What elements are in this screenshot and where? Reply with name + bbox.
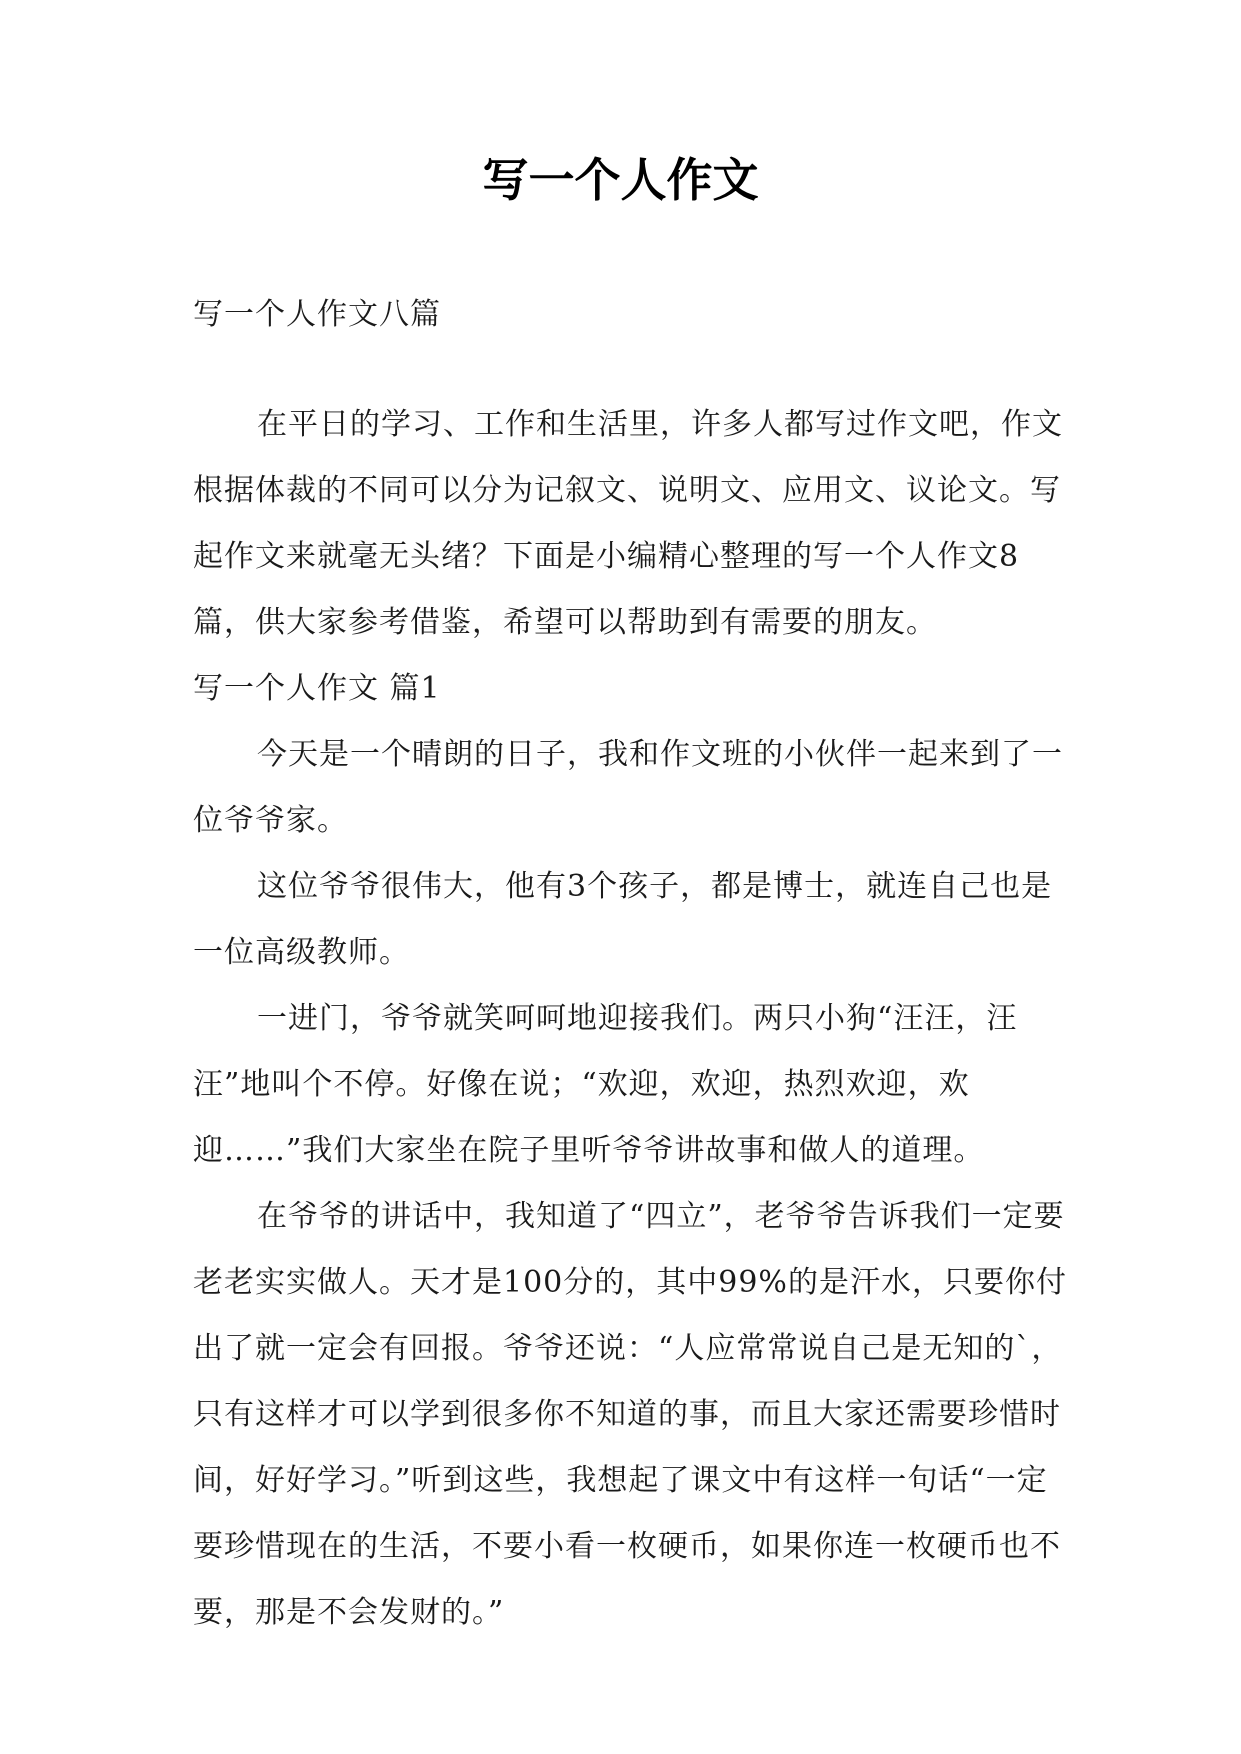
section-heading: 写一个人作文 篇1: [193, 671, 441, 706]
body-paragraph: 一进门，爷爷就笑呵呵地迎接我们。两只小狗“汪汪，汪汪”地叫个不停。好像在说；“欢迎，欢迎，热烈欢迎，欢迎……”我们大家坐在院子里听爷爷讲故事和做人的道理。: [193, 1001, 1018, 1168]
document-body: [193, 392, 1075, 1646]
intro-paragraph: 在平日的学习、工作和生活里，许多人都写过作文吧，作文根据体裁的不同可以分为记叙文、说明文、应用文、议论文。写起作文来就毫无头绪？下面是小编精心整理的写一个人作文8篇，供大家参考借鉴，希望可以帮助到有需要的朋友。: [193, 407, 1063, 640]
document-subtitle: 写一个人作文八篇: [193, 297, 441, 332]
page-title: 写一个人作文: [482, 153, 759, 207]
body-paragraph: 今天是一个晴朗的日子，我和作文班的小伙伴一起来到了一位爷爷家。: [193, 737, 1063, 838]
body-paragraph: 在爷爷的讲话中，我知道了“四立”，老爷爷告诉我们一定要老老实实做人。天才是100分的，其中99%的是汗水，只要你付出了就一定会有回报。爷爷还说：“人应常常说自己是无知的`，只有这样才可以学到很多你不知道的事，而且大家还需要珍惜时间，好好学习。”听到这些，我想起了课文中有这样一句话“一定要珍惜现在的生活，不要小看一枚硬币，如果你连一枚硬币也不要，那是不会发财的。”: [193, 1199, 1067, 1630]
body-paragraph: 这位爷爷很伟大，他有3个孩子，都是博士，就连自己也是一位高级教师。: [193, 869, 1053, 970]
